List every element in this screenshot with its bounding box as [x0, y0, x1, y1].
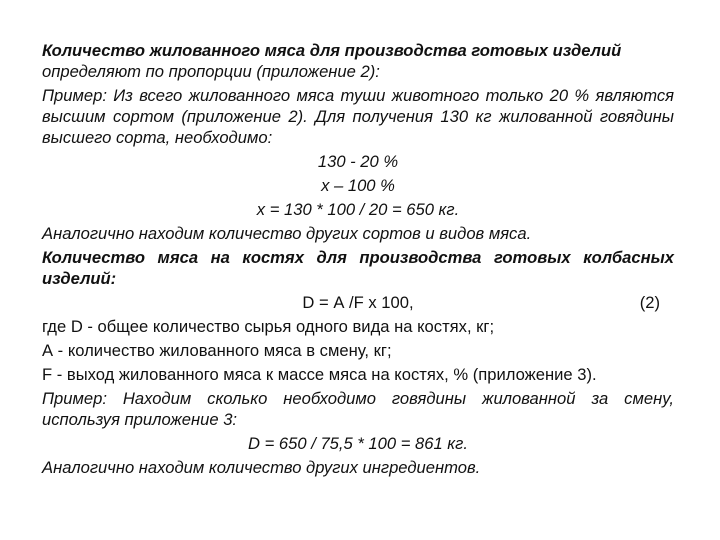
heading-bone-in-meat: Количество мяса на костях для производства готовых колбасных изделий: — [42, 248, 674, 288]
formula-line — [42, 292, 674, 313]
proportion-line-2: х – 100 % — [321, 176, 395, 195]
definition-d: где D - общее количество сырья одного вида на костях, кг; — [42, 317, 495, 336]
analog-paragraph-2: Аналогично находим количество других ингредиентов. — [42, 458, 481, 477]
proportion-line-1: 130 - 20 % — [317, 152, 399, 171]
example-paragraph-1: Пример: Из всего жилованного мяса туши животного только 20 % являются высшим сортом (приложение 2). Для получения 130 кг жилованной говядины высшего сорта, необходимо: — [42, 86, 674, 147]
example-paragraph-2: Пример: Находим сколько необходимо говядины жилованной за смену, используя приложение 3: — [42, 389, 674, 429]
analog-paragraph-1: Аналогично находим количество других сортов и видов мяса. — [42, 224, 532, 243]
definition-f: F - выход жилованного мяса к массе мяса на костях, % (приложение 3). — [42, 365, 597, 384]
proportion-result: х = 130 * 100 / 20 = 650 кг. — [256, 200, 460, 219]
document-body — [42, 40, 674, 478]
definition-a: А - количество жилованного мяса в смену, кг; — [42, 341, 392, 360]
heading-boneless-meat: Количество жилованного мяса для производства готовых изделий — [42, 41, 622, 60]
paragraph-proportion: определяют по пропорции (приложение 2): — [42, 62, 380, 81]
formula-text: D = А /F х 100, — [302, 293, 414, 312]
calculation-2: D = 650 / 75,5 * 100 = 861 кг. — [248, 434, 468, 453]
formula-number: (2) — [639, 293, 660, 312]
